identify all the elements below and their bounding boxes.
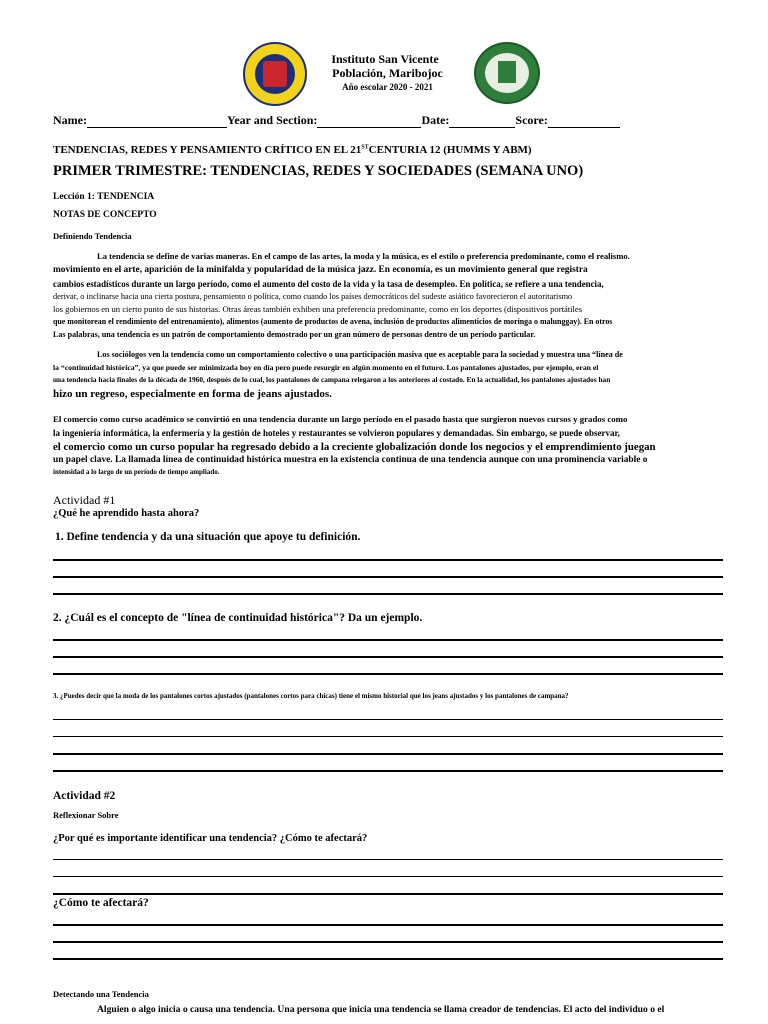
school-seal-right [474,42,540,104]
notes-heading: NOTAS DE CONCEPTO [53,210,157,220]
school-name: Instituto San Vicente [331,52,439,66]
answer-line[interactable] [53,893,723,895]
student-info-row [53,113,620,128]
p2-line4: hizo un regreso, especialmente en forma de jeans ajustados. [53,388,332,400]
course-title: TENDENCIAS, REDES Y PENSAMIENTO CRÍTICO EN EL 21STCENTURIA 12 (HUMMS Y ABM) [53,144,532,156]
name-label: Name: [53,113,87,127]
answer-line[interactable] [53,958,723,960]
year-section-label: Year and Section: [226,113,318,127]
p1-line5: los gobiernos en un cierto punto de sus historias. Otras áreas también exhiben una preferencia predominante, como en los deportes (dispositivos portátiles [53,304,583,314]
date-label: Date: [421,113,450,127]
answer-line[interactable] [53,719,723,720]
school-year: Año escolar 2020 - 2021 [342,82,433,92]
answer-line[interactable] [53,770,723,772]
p3-line4: un papel clave. La llamada línea de continuidad histórica muestra en la existencia continua de una tendencia aunque con una prominencia variable o [53,455,648,465]
answer-line[interactable] [53,559,723,561]
p1-line6: que monitorean el rendimiento del entrenamiento), alimentos (aumento de productos de avena, inclusión de productos alimenticios de moringa o malunggay). En otros [53,317,613,326]
activity2-title: Actividad #2 [53,790,116,802]
p2-line2: la “continuidad histórica”, ya que puede ser minimizada hoy en día pero puede resurgir en algún momento en el futuro. Los pantalones ajustados, por ejemplo, eran el [53,363,599,372]
school-seal-left [243,42,307,106]
p3-line5: intensidad a lo largo de un período de tiempo ampliado. [53,468,220,476]
answer-line[interactable] [53,736,723,737]
activity1-question1: 1. Define tendencia y da una situación que apoye tu definición. [55,531,361,543]
answer-line[interactable] [53,859,723,860]
p1-line7: Las palabras, una tendencia es un patrón de comportamiento demostrado por un gran número de personas dentro de un período particular. [53,330,536,339]
p2-line1: Los sociólogos ven la tendencia como un comportamiento colectivo o una participación masiva que es aceptable para la sociedad y muestra una “línea de [97,350,623,359]
activity2-subtitle: Reflexionar Sobre [53,810,119,820]
activity1-subtitle: ¿Qué he aprendido hasta ahora? [53,508,200,519]
activity1-title: Actividad #1 [53,493,116,507]
answer-line[interactable] [53,656,723,658]
p1-line2: movimiento en el arte, aparición de la minifalda y popularidad de la música jazz. En economía, es un movimiento general que registra [53,265,588,275]
p3-line1: El comercio como curso académico se convirtió en una tendencia durante un largo período en el pasado hasta que surgieron nuevos cursos y grados como [53,414,628,424]
activity2-question1: ¿Por qué es importante identificar una tendencia? ¿Cómo te afectará? [53,833,368,844]
p1-line3: cambios estadísticos durante un largo período, como el aumento del costo de la vida y la tasa de desempleo. En política, se refiere a una tendencia, [53,279,604,289]
detecting-text: Alguien o algo inicia o causa una tendencia. Una persona que inicia una tendencia se llama creador de tendencias. El acto del individuo o el [97,1004,665,1015]
activity2-question2: ¿Cómo te afectará? [53,897,149,909]
answer-line[interactable] [53,593,723,595]
score-label: Score: [515,113,548,127]
year-section-field[interactable] [317,115,421,128]
answer-line[interactable] [53,639,723,641]
answer-line[interactable] [53,576,723,578]
activity1-question3: 3. ¿Puedes decir que la moda de los pantalones cortos ajustados (pantalones cortos para chicas) tiene el mismo historial que los jeans ajustados y los pantalones de campana? [53,692,569,700]
answer-line[interactable] [53,876,723,877]
answer-line[interactable] [53,753,723,755]
answer-line[interactable] [53,673,723,675]
answer-line[interactable] [53,941,723,943]
name-field[interactable] [87,115,227,128]
date-field[interactable] [449,115,515,128]
p2-line3: una tendencia hacia finales de la década de 1960, después de lo cual, los pantalones de campana relegaron a los anteriores al costado. En la actualidad, los pantalones ajustados han [53,375,611,384]
school-location: Población, Maribojoc [332,66,443,80]
score-field[interactable] [548,115,620,128]
answer-line[interactable] [53,924,723,926]
p1-line4: derivar, o inclinarse hacia una cierta postura, pensamiento o política, como cuando los países democráticos del sudeste asiático favorecieron el autoritarismo [53,292,573,301]
lesson-title: Lección 1: TENDENCIA [53,192,155,202]
quarter-title: PRIMER TRIMESTRE: TENDENCIAS, REDES Y SOCIEDADES (SEMANA UNO) [53,163,584,179]
activity1-question2: 2. ¿Cuál es el concepto de "línea de continuidad histórica"? Da un ejemplo. [53,612,423,624]
subheading-defining: Definiendo Tendencia [53,231,132,241]
p3-line3: el comercio como un curso popular ha regresado debido a la creciente globalización donde los negocios y el emprendimiento juegan [53,441,656,453]
p1-line1: La tendencia se define de varias maneras. En el campo de las artes, la moda y la música, es el estilo o preferencia predominante, como el realismo. [97,251,630,261]
p3-line2: la ingeniería informática, la enfermería y la gestión de hoteles y restaurantes se volvieron populares y demandadas. Sin embargo, se puede observar, [53,428,620,438]
detecting-heading: Detectando una Tendencia [53,989,149,999]
